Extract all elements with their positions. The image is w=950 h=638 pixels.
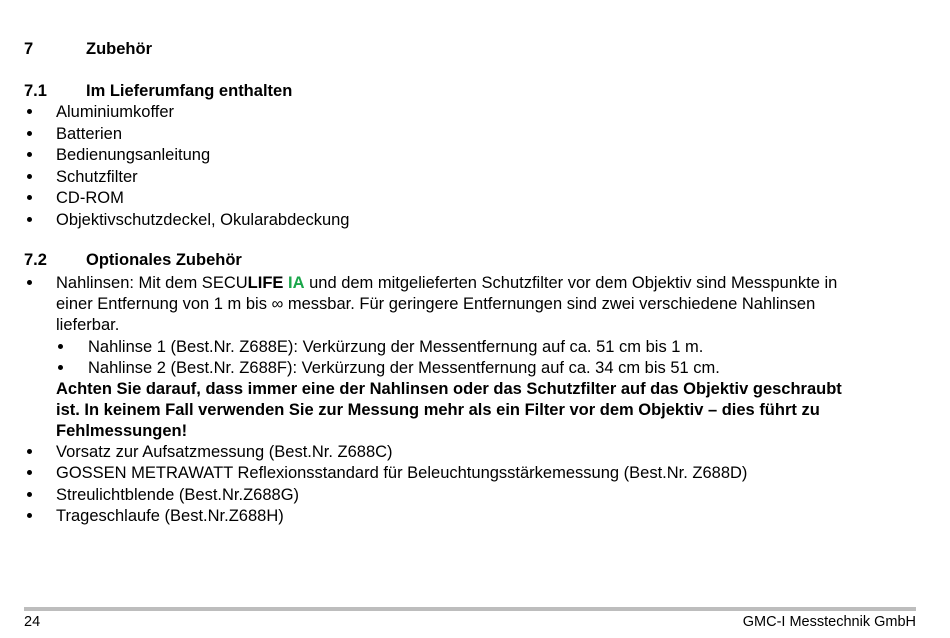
bullet-icon (58, 337, 68, 357)
list-item: CD-ROM (56, 189, 124, 207)
section-number: 7.1 (24, 82, 47, 100)
bullet-icon (58, 358, 68, 378)
section-heading-7 (24, 40, 152, 59)
page-number: 24 (24, 614, 41, 630)
lens-text: Nahlinsen: Mit dem SECU (56, 274, 248, 292)
list-item: GOSSEN METRAWATT Reflexionsstandard für Beleuchtungsstärkemessung (Best.Nr. Z688D) (56, 464, 748, 482)
list-item: Bedienungsanleitung (56, 146, 211, 164)
warning-line-1: Achten Sie darauf, dass immer eine der Nahlinsen oder das Schutzfilter auf das Objektiv geschraubt (56, 380, 842, 398)
sub-list-item: Nahlinse 2 (Best.Nr. Z688F): Verkürzung der Messentfernung auf ca. 34 cm bis 51 cm. (88, 359, 720, 377)
lens-paragraph-line-2: einer Entfernung von 1 m bis ∞ messbar. Für geringere Entfernungen sind zwei verschiedene Nahlinsen (56, 295, 816, 313)
footer-divider (24, 607, 916, 611)
lens-paragraph-line-1 (56, 273, 837, 293)
section-number: 7.2 (24, 251, 47, 269)
section-number: 7 (24, 40, 34, 58)
list-item: Schutzfilter (56, 168, 138, 186)
section-title: Optionales Zubehör (86, 251, 242, 269)
footer-company: GMC-I Messtechnik GmbH (742, 614, 916, 630)
bullet-icon (27, 188, 37, 208)
bullet-icon (27, 506, 37, 526)
bullet-icon (27, 485, 37, 505)
section-title: Zubehör (86, 40, 152, 58)
bullet-icon (27, 273, 37, 293)
bullet-icon (27, 145, 37, 165)
bullet-icon (27, 124, 37, 144)
warning-line-2: ist. In keinem Fall verwenden Sie zur Messung mehr als ein Filter vor dem Objektiv – dies führt zu (56, 401, 820, 419)
list-item: Streulichtblende (Best.Nr.Z688G) (56, 486, 300, 504)
list-item: Trageschlaufe (Best.Nr.Z688H) (56, 507, 284, 525)
brand-suffix: IA (288, 274, 305, 292)
list-item: Objektivschutzdeckel, Okularabdeckung (56, 211, 350, 229)
bullet-icon (27, 102, 37, 122)
section-title: Im Lieferumfang enthalten (86, 82, 293, 100)
lens-text: und dem mitgelieferten Schutzfilter vor dem Objektiv sind Messpunkte in (309, 274, 838, 292)
section-heading-7-2 (24, 251, 242, 270)
warning-line-3: Fehlmessungen! (56, 422, 188, 440)
sub-list-item: Nahlinse 1 (Best.Nr. Z688E): Verkürzung der Messentfernung auf ca. 51 cm bis 1 m. (88, 338, 704, 356)
bullet-icon (27, 167, 37, 187)
brand-name: LIFE (247, 274, 284, 292)
bullet-icon (27, 442, 37, 462)
list-item: Vorsatz zur Aufsatzmessung (Best.Nr. Z688C) (56, 443, 393, 461)
bullet-icon (27, 463, 37, 483)
list-item: Aluminiumkoffer (56, 103, 174, 121)
section-heading-7-1 (24, 82, 292, 101)
list-item: Batterien (56, 125, 123, 143)
bullet-icon (27, 210, 37, 230)
lens-paragraph-line-3: lieferbar. (56, 316, 120, 334)
